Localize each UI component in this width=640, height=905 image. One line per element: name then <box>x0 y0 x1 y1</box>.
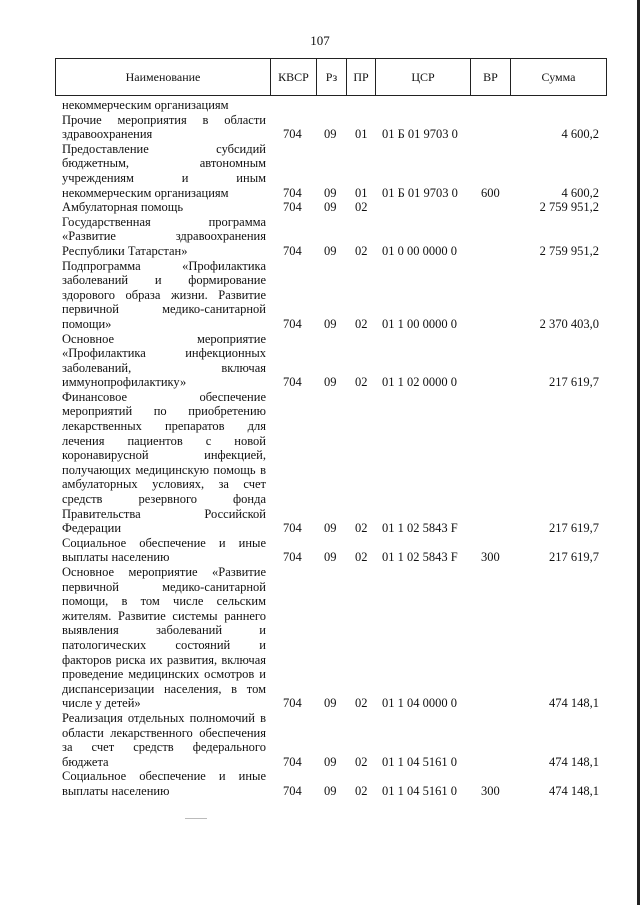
row-pr: 02 <box>355 550 368 565</box>
table-header <box>55 58 607 96</box>
row-name: Государственная программа «Развитие здравоохранения Республики Татарстан» <box>62 214 266 258</box>
row-pr: 01 <box>355 127 368 142</box>
row-rz: 09 <box>324 754 337 769</box>
row-sum: 217 619,7 <box>549 375 599 390</box>
row-csr: 01 1 02 5843 F <box>382 550 458 565</box>
table-row <box>62 215 607 259</box>
row-rz: 09 <box>324 200 337 215</box>
row-sum: 217 619,7 <box>549 521 599 536</box>
table-row <box>62 332 607 390</box>
header-kvsr: КВСР <box>271 59 317 95</box>
row-kvsr: 704 <box>283 375 302 390</box>
row-name: некоммерческим организациям <box>62 98 229 112</box>
row-kvsr: 704 <box>283 696 302 711</box>
row-csr: 01 1 04 0000 0 <box>382 696 457 711</box>
table-row <box>62 259 607 332</box>
table-row <box>62 711 607 769</box>
row-csr: 01 1 02 0000 0 <box>382 375 457 390</box>
table-row <box>62 536 607 565</box>
row-sum: 474 148,1 <box>549 696 599 711</box>
table-row <box>62 565 607 711</box>
row-pr: 02 <box>355 243 368 258</box>
row-rz: 09 <box>324 375 337 390</box>
row-sum: 2 759 951,2 <box>539 243 599 258</box>
row-kvsr: 704 <box>283 185 302 200</box>
row-sum: 474 148,1 <box>549 783 599 798</box>
scan-mark <box>185 818 207 819</box>
row-pr: 02 <box>355 696 368 711</box>
row-csr: 01 Б 01 9703 0 <box>382 185 458 200</box>
header-vr: ВР <box>471 59 511 95</box>
row-csr: 01 0 00 0000 0 <box>382 243 457 258</box>
header-pr: ПР <box>347 59 376 95</box>
row-name: Прочие мероприятия в области здравоохранения <box>62 112 266 142</box>
row-rz: 09 <box>324 783 337 798</box>
row-pr: 02 <box>355 783 368 798</box>
row-sum: 474 148,1 <box>549 754 599 769</box>
header-name: Наименование <box>56 59 271 95</box>
row-pr: 02 <box>355 521 368 536</box>
table-row <box>62 113 607 142</box>
row-csr: 01 1 04 5161 0 <box>382 783 457 798</box>
row-name: Основное мероприятие «Профилактика инфекционных заболеваний, включая иммунопрофилактику» <box>62 331 266 390</box>
row-rz: 09 <box>324 521 337 536</box>
row-kvsr: 704 <box>283 521 302 536</box>
row-kvsr: 704 <box>283 127 302 142</box>
header-sum: Сумма <box>541 70 576 84</box>
row-rz: 09 <box>324 696 337 711</box>
row-name: Реализация отдельных полномочий в области лекарственного обеспечения за счет средств федерального бюджета <box>62 710 266 769</box>
table-row <box>62 390 607 536</box>
row-sum: 2 370 403,0 <box>539 316 599 331</box>
table-row <box>62 142 607 200</box>
row-pr: 02 <box>355 316 368 331</box>
row-rz: 09 <box>324 243 337 258</box>
row-name: Социальное обеспечение и иные выплаты населению <box>62 769 266 798</box>
table-row <box>62 200 607 215</box>
header-csr: ЦСР <box>376 59 471 95</box>
row-sum: 217 619,7 <box>549 550 599 565</box>
row-csr: 01 1 00 0000 0 <box>382 316 457 331</box>
table-row <box>62 769 607 798</box>
row-csr: 01 1 04 5161 0 <box>382 754 457 769</box>
row-csr: 01 1 02 5843 F <box>382 521 458 536</box>
table-row <box>62 98 607 113</box>
row-rz: 09 <box>324 550 337 565</box>
row-name: Амбулаторная помощь <box>62 200 184 215</box>
row-kvsr: 704 <box>283 200 302 215</box>
row-kvsr: 704 <box>283 243 302 258</box>
row-name: Финансовое обеспечение мероприятий по приобретению лекарственных препаратов для лечения пациентов с новой коронавирусной инфекцией, получающих медицинскую помощь в амбулаторных условиях, за счет средств резервного фонда Правительства Российской Федерации <box>62 389 266 536</box>
page-number: 107 <box>310 33 330 48</box>
row-pr: 01 <box>355 185 368 200</box>
row-vr: 300 <box>481 550 500 565</box>
row-kvsr: 704 <box>283 783 302 798</box>
row-pr: 02 <box>355 375 368 390</box>
row-kvsr: 704 <box>283 316 302 331</box>
row-vr: 300 <box>481 783 500 798</box>
header-rz: Рз <box>317 59 347 95</box>
row-name: Предоставление субсидий бюджетным, автономным учреждениям и иным некоммерческим организациям <box>62 141 266 200</box>
row-rz: 09 <box>324 185 337 200</box>
table-body <box>62 98 607 799</box>
row-sum: 2 759 951,2 <box>539 200 599 215</box>
row-pr: 02 <box>355 200 368 215</box>
row-vr: 600 <box>481 185 500 200</box>
row-csr: 01 Б 01 9703 0 <box>382 127 458 142</box>
row-rz: 09 <box>324 316 337 331</box>
row-sum: 4 600,2 <box>561 127 599 142</box>
row-kvsr: 704 <box>283 754 302 769</box>
row-sum: 4 600,2 <box>561 185 599 200</box>
row-pr: 02 <box>355 754 368 769</box>
row-rz: 09 <box>324 127 337 142</box>
row-name: Основное мероприятие «Развитие первичной медико-санитарной помощи, в том числе сельским жителям. Развитие системы раннего выявления заболеваний и патологических состояний и факторов риска их развития, включая проведение медицинских осмотров и диспансеризации населения, в том числе у детей» <box>62 565 266 711</box>
row-kvsr: 704 <box>283 550 302 565</box>
row-name: Социальное обеспечение и иные выплаты населению <box>62 535 266 565</box>
row-name: Подпрограмма «Профилактика заболеваний и формирование здорового образа жизни. Развитие первичной медико-санитарной помощи» <box>62 258 266 331</box>
